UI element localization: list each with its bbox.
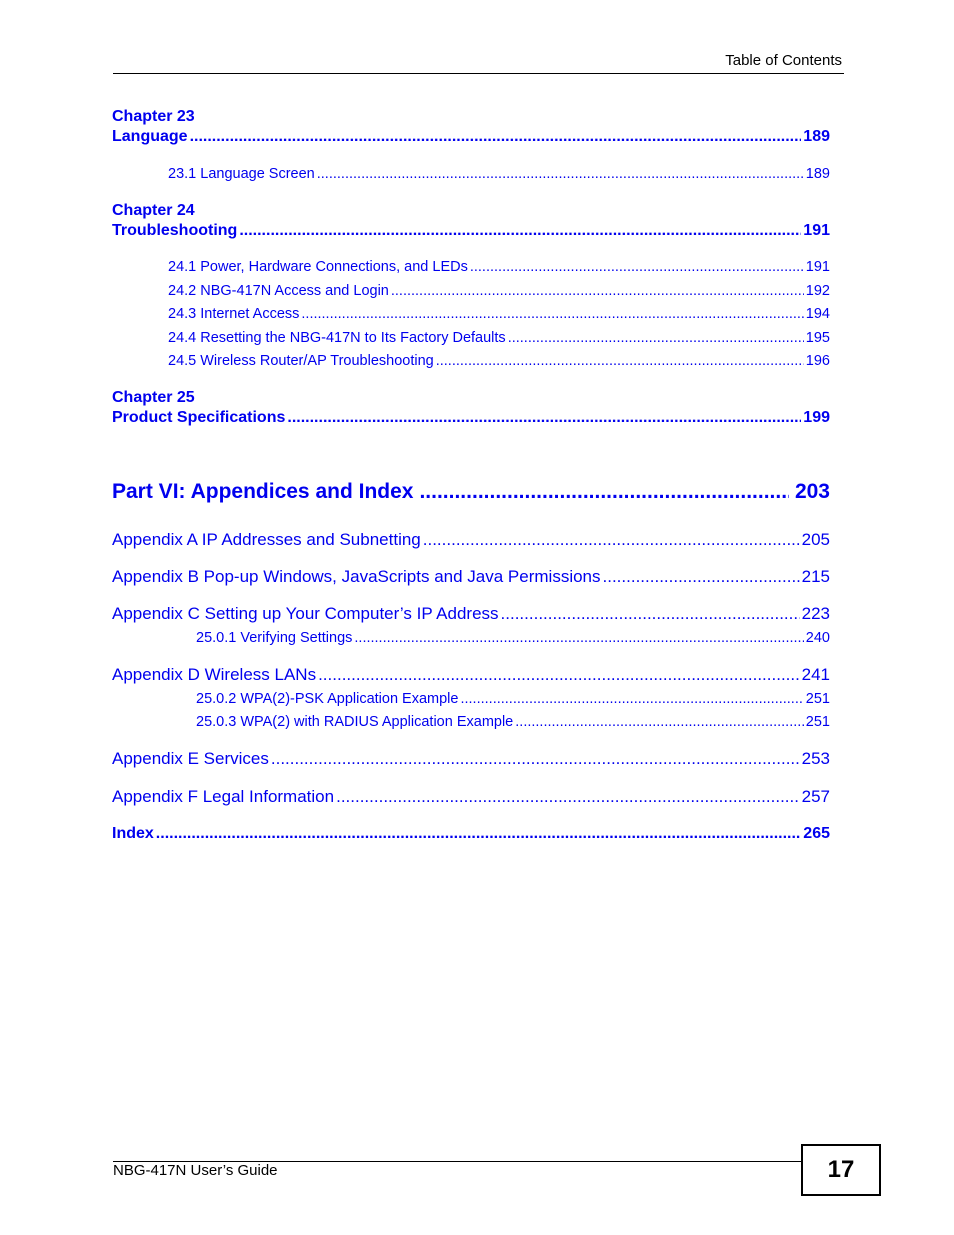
dot-leader [603, 567, 800, 587]
toc-entry-page: 257 [801, 787, 830, 806]
toc-entry-index[interactable] [112, 825, 830, 843]
toc-entry-page: 196 [805, 353, 830, 369]
toc-entry-title: Troubleshooting [112, 222, 238, 239]
toc-entry-24-3[interactable] [168, 306, 830, 322]
toc-entry-24-4[interactable] [168, 330, 830, 346]
toc-entry-title: Appendix D Wireless LANs [112, 665, 317, 684]
dot-leader [317, 166, 804, 182]
chapter-24-label: Chapter 24 [112, 202, 195, 219]
dot-leader [508, 330, 804, 346]
toc-entry-24-2[interactable] [168, 283, 830, 299]
toc-entry-language[interactable] [112, 128, 830, 146]
toc-appendix-c[interactable] [112, 604, 830, 624]
toc-appendix-e[interactable] [112, 749, 830, 769]
toc-entry-page: 192 [805, 283, 830, 299]
dot-leader [239, 222, 801, 240]
toc-entry-24-1[interactable] [168, 259, 830, 275]
toc-entry-title: Language [112, 128, 188, 145]
toc-entry-title: 25.0.1 Verifying Settings [196, 630, 353, 646]
toc-entry-title: Appendix A IP Addresses and Subnetting [112, 530, 421, 549]
toc-entry-title: 25.0.2 WPA(2)-PSK Application Example [196, 691, 459, 707]
toc-entry-page: 191 [803, 222, 830, 239]
toc-entry-page: 241 [801, 665, 830, 684]
toc-entry-title: 24.2 NBG-417N Access and Login [168, 283, 389, 299]
toc-part-title: Part VI: Appendices and Index [112, 480, 414, 503]
dot-leader [419, 480, 788, 504]
toc-entry-title: Appendix E Services [112, 749, 269, 768]
page-number: 17 [827, 1156, 855, 1183]
toc-entry-page: 189 [803, 128, 830, 145]
toc-part-appendices-index[interactable] [112, 480, 830, 504]
toc-part-page: 203 [794, 480, 830, 503]
toc-entry-page: 223 [801, 604, 830, 623]
dot-leader [391, 283, 804, 299]
toc-entry-page: 215 [801, 567, 830, 586]
dot-leader [156, 825, 802, 843]
header-title: Table of Contents [725, 52, 842, 69]
dot-leader [301, 306, 803, 322]
toc-appendix-a[interactable] [112, 530, 830, 550]
dot-leader [354, 630, 803, 646]
dot-leader [436, 353, 804, 369]
toc-entry-title: Appendix F Legal Information [112, 787, 335, 806]
toc-appendix-b[interactable] [112, 567, 830, 587]
toc-entry-title: 24.5 Wireless Router/AP Troubleshooting [168, 353, 434, 369]
dot-leader [460, 691, 803, 707]
toc-entry-23-1[interactable] [168, 166, 830, 182]
footer-guide-title: NBG-417N User’s Guide [113, 1162, 278, 1179]
toc-entry-page: 194 [805, 306, 830, 322]
toc-entry-page: 191 [805, 259, 830, 275]
toc-entry-page: 195 [805, 330, 830, 346]
dot-leader [190, 128, 802, 146]
toc-entry-title: 23.1 Language Screen [168, 166, 315, 182]
toc-entry-25-0-3[interactable] [196, 714, 830, 730]
toc-entry-troubleshooting[interactable] [112, 222, 830, 240]
dot-leader [515, 714, 804, 730]
toc-entry-page: 253 [801, 749, 830, 768]
toc-entry-title: 24.3 Internet Access [168, 306, 300, 322]
toc-entry-title: 24.1 Power, Hardware Connections, and LEDs [168, 259, 468, 275]
toc-entry-title: Appendix C Setting up Your Computer’s IP Address [112, 604, 499, 623]
dot-leader [336, 787, 800, 807]
toc-entry-title: 24.4 Resetting the NBG-417N to Its Factory Defaults [168, 330, 506, 346]
toc-entry-product-specifications[interactable] [112, 409, 830, 427]
page-number-box [801, 1144, 881, 1196]
chapter-25-label: Chapter 25 [112, 389, 195, 406]
toc-entry-title: 25.0.3 WPA(2) with RADIUS Application Example [196, 714, 514, 730]
header-divider [113, 73, 844, 74]
toc-appendix-f[interactable] [112, 787, 830, 807]
toc-entry-page: 189 [805, 166, 830, 182]
dot-leader [287, 409, 801, 427]
toc-entry-25-0-1[interactable] [196, 630, 830, 646]
toc-entry-title: Product Specifications [112, 409, 286, 426]
dot-leader [423, 530, 800, 550]
toc-entry-page: 205 [801, 530, 830, 549]
toc-entry-24-5[interactable] [168, 353, 830, 369]
toc-entry-title: Appendix B Pop-up Windows, JavaScripts and Java Permissions [112, 567, 601, 586]
dot-leader [470, 259, 804, 275]
toc-entry-title: Index [112, 825, 154, 842]
toc-entry-page: 240 [805, 630, 830, 646]
toc-entry-page: 251 [805, 691, 830, 707]
chapter-23-label: Chapter 23 [112, 108, 195, 125]
dot-leader [501, 604, 800, 624]
toc-entry-page: 265 [803, 825, 830, 842]
dot-leader [318, 665, 800, 685]
toc-entry-page: 251 [805, 714, 830, 730]
toc-appendix-d[interactable] [112, 665, 830, 685]
toc-entry-25-0-2[interactable] [196, 691, 830, 707]
toc-entry-page: 199 [803, 409, 830, 426]
dot-leader [271, 749, 800, 769]
